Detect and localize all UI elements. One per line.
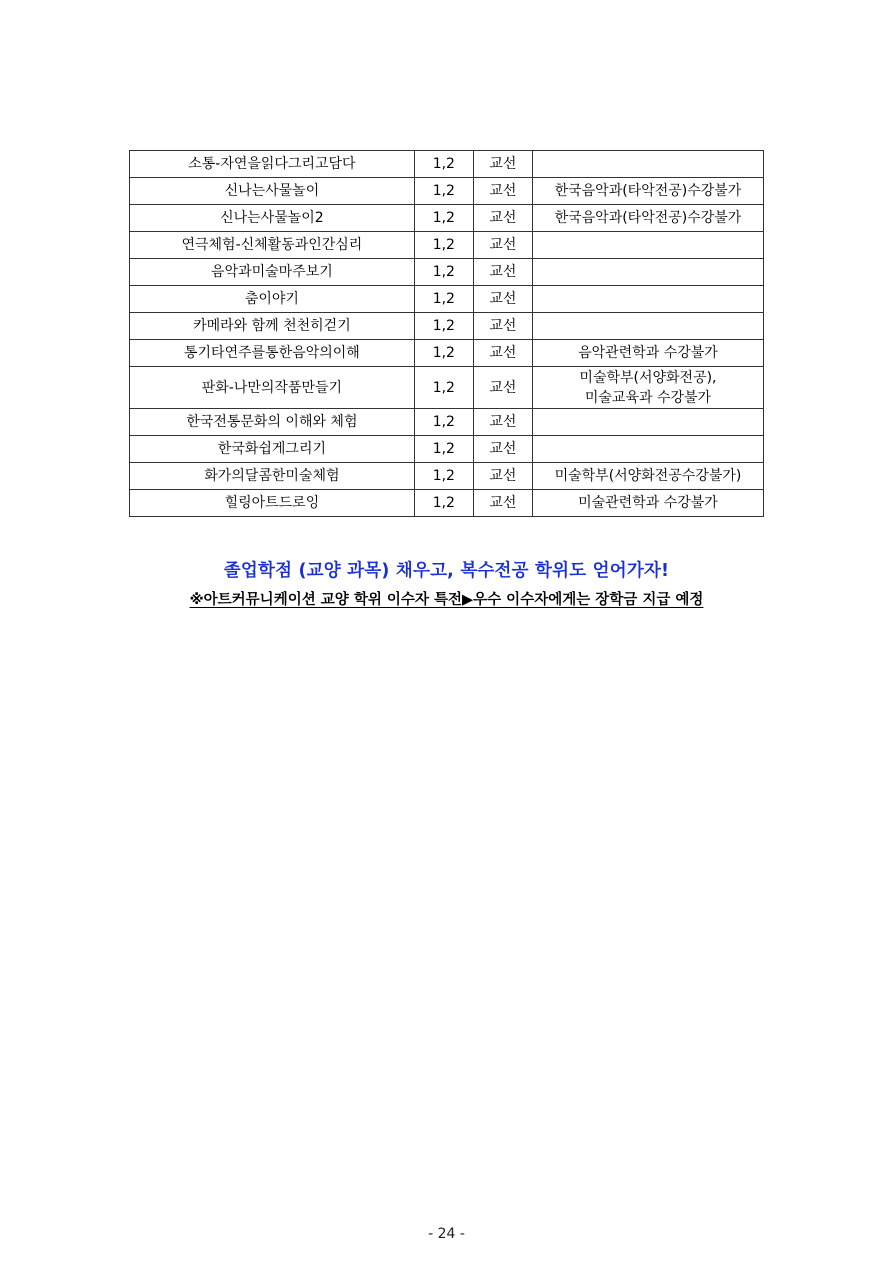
course-name: 한국화쉽게그리기 — [130, 436, 415, 463]
course-semester: 1,2 — [414, 232, 473, 259]
course-type: 교선 — [473, 367, 532, 409]
subline — [0, 589, 893, 611]
table-row — [130, 340, 764, 367]
subline-text: ※아트커뮤니케이션 교양 학위 이수자 특전▶우수 이수자에게는 장학금 지급 예정 — [189, 592, 704, 608]
table-row — [130, 205, 764, 232]
table-row — [130, 178, 764, 205]
course-type: 교선 — [473, 151, 532, 178]
course-name: 음악과미술마주보기 — [130, 259, 415, 286]
course-name: 통기타연주를통한음악의이해 — [130, 340, 415, 367]
course-semester: 1,2 — [414, 436, 473, 463]
course-semester: 1,2 — [414, 259, 473, 286]
course-name: 연극체험-신체활동과인간심리 — [130, 232, 415, 259]
course-type: 교선 — [473, 313, 532, 340]
course-name: 한국전통문화의 이해와 체험 — [130, 409, 415, 436]
course-note — [532, 436, 763, 463]
course-note — [532, 286, 763, 313]
course-semester: 1,2 — [414, 463, 473, 490]
course-name: 춤이야기 — [130, 286, 415, 313]
course-name: 신나는사물놀이 — [130, 178, 415, 205]
table-row — [130, 490, 764, 517]
course-note — [532, 232, 763, 259]
course-type: 교선 — [473, 409, 532, 436]
course-note — [532, 367, 763, 409]
course-note — [532, 151, 763, 178]
course-note: 한국음악과(타악전공)수강불가 — [532, 205, 763, 232]
table-row — [130, 436, 764, 463]
course-semester: 1,2 — [414, 340, 473, 367]
course-type: 교선 — [473, 259, 532, 286]
course-note — [532, 259, 763, 286]
table-row — [130, 463, 764, 490]
course-name: 신나는사물놀이2 — [130, 205, 415, 232]
course-note — [532, 409, 763, 436]
course-semester: 1,2 — [414, 151, 473, 178]
course-note: 미술학부(서양화전공수강불가) — [532, 463, 763, 490]
course-type: 교선 — [473, 232, 532, 259]
course-semester: 1,2 — [414, 490, 473, 517]
table-row — [130, 151, 764, 178]
course-type: 교선 — [473, 340, 532, 367]
course-note-line-2: 미술교육과 수강불가 — [584, 389, 712, 406]
table-row — [130, 313, 764, 340]
course-semester: 1,2 — [414, 313, 473, 340]
course-note: 미술관련학과 수강불가 — [532, 490, 763, 517]
course-note-line-1: 미술학부(서양화전공), — [579, 369, 717, 386]
course-table — [129, 150, 764, 517]
table-row — [130, 286, 764, 313]
course-name: 소통-자연을읽다그리고담다 — [130, 151, 415, 178]
course-semester: 1,2 — [414, 367, 473, 409]
table-row — [130, 232, 764, 259]
course-name: 카메라와 함께 천천히걷기 — [130, 313, 415, 340]
table-row — [130, 367, 764, 409]
course-type: 교선 — [473, 205, 532, 232]
course-name: 힐링아트드로잉 — [130, 490, 415, 517]
course-note — [532, 313, 763, 340]
table-row — [130, 409, 764, 436]
course-semester: 1,2 — [414, 409, 473, 436]
course-type: 교선 — [473, 286, 532, 313]
course-note: 한국음악과(타악전공)수강불가 — [532, 178, 763, 205]
course-name: 판화-나만의작품만들기 — [130, 367, 415, 409]
course-type: 교선 — [473, 490, 532, 517]
course-type: 교선 — [473, 178, 532, 205]
course-type: 교선 — [473, 436, 532, 463]
course-semester: 1,2 — [414, 178, 473, 205]
course-type: 교선 — [473, 463, 532, 490]
course-note: 음악관련학과 수강불가 — [532, 340, 763, 367]
headline: 졸업학점 (교양 과목) 채우고, 복수전공 학위도 얻어가자! — [223, 561, 670, 581]
course-semester: 1,2 — [414, 286, 473, 313]
table-row — [130, 259, 764, 286]
page-number: - 24 - — [428, 1226, 465, 1242]
course-semester: 1,2 — [414, 205, 473, 232]
course-name: 화가의달콤한미술체험 — [130, 463, 415, 490]
